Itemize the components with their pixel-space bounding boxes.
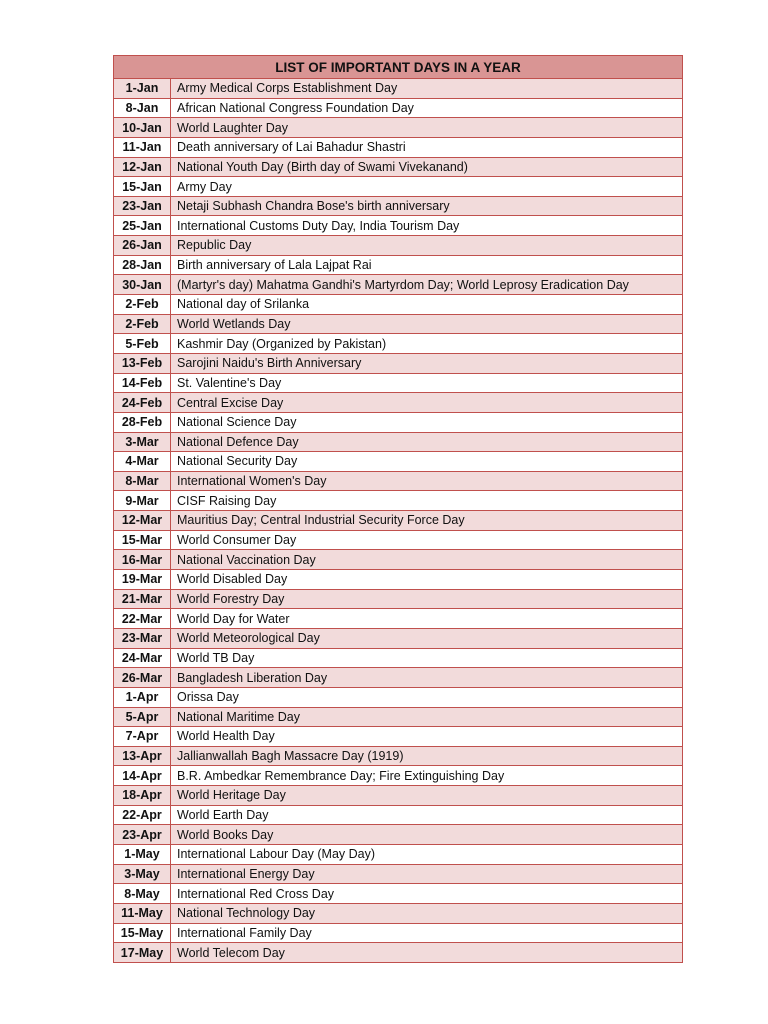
table-row bbox=[114, 687, 683, 707]
table-row bbox=[114, 864, 683, 884]
date-cell: 16-Mar bbox=[114, 550, 171, 570]
event-cell: Republic Day bbox=[171, 236, 683, 256]
event-cell: B.R. Ambedkar Remembrance Day; Fire Extinguishing Day bbox=[171, 766, 683, 786]
event-cell: Kashmir Day (Organized by Pakistan) bbox=[171, 334, 683, 354]
event-cell: National Technology Day bbox=[171, 903, 683, 923]
event-cell: Army Day bbox=[171, 177, 683, 197]
table-row bbox=[114, 314, 683, 334]
table-row bbox=[114, 707, 683, 727]
date-cell: 11-Jan bbox=[114, 137, 171, 157]
table-row bbox=[114, 825, 683, 845]
event-cell: International Family Day bbox=[171, 923, 683, 943]
date-cell: 28-Jan bbox=[114, 255, 171, 275]
event-cell: World TB Day bbox=[171, 648, 683, 668]
date-cell: 26-Jan bbox=[114, 236, 171, 256]
event-cell: National Defence Day bbox=[171, 432, 683, 452]
date-cell: 14-Apr bbox=[114, 766, 171, 786]
date-cell: 8-May bbox=[114, 884, 171, 904]
event-cell: St. Valentine's Day bbox=[171, 373, 683, 393]
date-cell: 26-Mar bbox=[114, 668, 171, 688]
table-row bbox=[114, 98, 683, 118]
date-cell: 18-Apr bbox=[114, 786, 171, 806]
event-cell: World Telecom Day bbox=[171, 943, 683, 963]
event-cell: National Security Day bbox=[171, 452, 683, 472]
event-cell: Death anniversary of Lai Bahadur Shastri bbox=[171, 137, 683, 157]
date-cell: 23-Mar bbox=[114, 628, 171, 648]
event-cell: International Women's Day bbox=[171, 471, 683, 491]
event-cell: International Labour Day (May Day) bbox=[171, 844, 683, 864]
table-row bbox=[114, 491, 683, 511]
date-cell: 7-Apr bbox=[114, 727, 171, 747]
date-cell: 15-Jan bbox=[114, 177, 171, 197]
date-cell: 22-Apr bbox=[114, 805, 171, 825]
event-cell: Orissa Day bbox=[171, 687, 683, 707]
table-row bbox=[114, 334, 683, 354]
date-cell: 15-May bbox=[114, 923, 171, 943]
event-cell: World Forestry Day bbox=[171, 589, 683, 609]
important-days-table bbox=[113, 55, 683, 963]
event-cell: National Vaccination Day bbox=[171, 550, 683, 570]
event-cell: Netaji Subhash Chandra Bose's birth anniversary bbox=[171, 196, 683, 216]
date-cell: 12-Jan bbox=[114, 157, 171, 177]
event-cell: World Wetlands Day bbox=[171, 314, 683, 334]
table-row bbox=[114, 648, 683, 668]
date-cell: 12-Mar bbox=[114, 511, 171, 531]
date-cell: 15-Mar bbox=[114, 530, 171, 550]
date-cell: 13-Feb bbox=[114, 353, 171, 373]
table-row bbox=[114, 275, 683, 295]
date-cell: 8-Jan bbox=[114, 98, 171, 118]
date-cell: 1-Jan bbox=[114, 79, 171, 99]
table-row bbox=[114, 412, 683, 432]
date-cell: 4-Mar bbox=[114, 452, 171, 472]
table-row bbox=[114, 373, 683, 393]
table-row bbox=[114, 216, 683, 236]
table-row bbox=[114, 118, 683, 138]
table-row bbox=[114, 196, 683, 216]
date-cell: 24-Mar bbox=[114, 648, 171, 668]
date-cell: 3-Mar bbox=[114, 432, 171, 452]
event-cell: CISF Raising Day bbox=[171, 491, 683, 511]
table-row bbox=[114, 79, 683, 99]
table-row bbox=[114, 177, 683, 197]
date-cell: 13-Apr bbox=[114, 746, 171, 766]
table-row bbox=[114, 766, 683, 786]
table-row bbox=[114, 589, 683, 609]
date-cell: 21-Mar bbox=[114, 589, 171, 609]
event-cell: World Consumer Day bbox=[171, 530, 683, 550]
table-body bbox=[114, 79, 683, 963]
date-cell: 28-Feb bbox=[114, 412, 171, 432]
table-row bbox=[114, 786, 683, 806]
event-cell: Central Excise Day bbox=[171, 393, 683, 413]
table-row bbox=[114, 884, 683, 904]
event-cell: World Health Day bbox=[171, 727, 683, 747]
event-cell: National Youth Day (Birth day of Swami Vivekanand) bbox=[171, 157, 683, 177]
event-cell: World Earth Day bbox=[171, 805, 683, 825]
table-row bbox=[114, 844, 683, 864]
date-cell: 1-Apr bbox=[114, 687, 171, 707]
date-cell: 24-Feb bbox=[114, 393, 171, 413]
table-row bbox=[114, 668, 683, 688]
date-cell: 5-Feb bbox=[114, 334, 171, 354]
table-row bbox=[114, 255, 683, 275]
event-cell: International Red Cross Day bbox=[171, 884, 683, 904]
date-cell: 5-Apr bbox=[114, 707, 171, 727]
event-cell: World Meteorological Day bbox=[171, 628, 683, 648]
event-cell: Mauritius Day; Central Industrial Security Force Day bbox=[171, 511, 683, 531]
table-row bbox=[114, 452, 683, 472]
table-row bbox=[114, 570, 683, 590]
table-header-row bbox=[114, 56, 683, 79]
date-cell: 30-Jan bbox=[114, 275, 171, 295]
event-cell: Birth anniversary of Lala Lajpat Rai bbox=[171, 255, 683, 275]
date-cell: 1-May bbox=[114, 844, 171, 864]
event-cell: International Customs Duty Day, India Tourism Day bbox=[171, 216, 683, 236]
table-row bbox=[114, 137, 683, 157]
event-cell: International Energy Day bbox=[171, 864, 683, 884]
table-row bbox=[114, 157, 683, 177]
table-row bbox=[114, 511, 683, 531]
date-cell: 10-Jan bbox=[114, 118, 171, 138]
date-cell: 3-May bbox=[114, 864, 171, 884]
table-row bbox=[114, 530, 683, 550]
date-cell: 11-May bbox=[114, 903, 171, 923]
event-cell: National Science Day bbox=[171, 412, 683, 432]
table-row bbox=[114, 550, 683, 570]
event-cell: Jallianwallah Bagh Massacre Day (1919) bbox=[171, 746, 683, 766]
table-row bbox=[114, 903, 683, 923]
event-cell: Sarojini Naidu's Birth Anniversary bbox=[171, 353, 683, 373]
table-row bbox=[114, 628, 683, 648]
table-row bbox=[114, 943, 683, 963]
date-cell: 23-Jan bbox=[114, 196, 171, 216]
table-row bbox=[114, 236, 683, 256]
event-cell: National day of Srilanka bbox=[171, 295, 683, 315]
date-cell: 25-Jan bbox=[114, 216, 171, 236]
table-row bbox=[114, 393, 683, 413]
date-cell: 23-Apr bbox=[114, 825, 171, 845]
event-cell: Army Medical Corps Establishment Day bbox=[171, 79, 683, 99]
event-cell: National Maritime Day bbox=[171, 707, 683, 727]
table-row bbox=[114, 923, 683, 943]
event-cell: Bangladesh Liberation Day bbox=[171, 668, 683, 688]
table-row bbox=[114, 432, 683, 452]
date-cell: 2-Feb bbox=[114, 295, 171, 315]
date-cell: 19-Mar bbox=[114, 570, 171, 590]
date-cell: 9-Mar bbox=[114, 491, 171, 511]
event-cell: World Disabled Day bbox=[171, 570, 683, 590]
date-cell: 22-Mar bbox=[114, 609, 171, 629]
event-cell: World Laughter Day bbox=[171, 118, 683, 138]
table-row bbox=[114, 727, 683, 747]
event-cell: World Day for Water bbox=[171, 609, 683, 629]
date-cell: 17-May bbox=[114, 943, 171, 963]
table-row bbox=[114, 609, 683, 629]
table-row bbox=[114, 746, 683, 766]
table-row bbox=[114, 471, 683, 491]
event-cell: African National Congress Foundation Day bbox=[171, 98, 683, 118]
event-cell: (Martyr's day) Mahatma Gandhi's Martyrdom Day; World Leprosy Eradication Day bbox=[171, 275, 683, 295]
event-cell: World Books Day bbox=[171, 825, 683, 845]
date-cell: 14-Feb bbox=[114, 373, 171, 393]
table-title: LIST OF IMPORTANT DAYS IN A YEAR bbox=[114, 56, 683, 79]
table-row bbox=[114, 805, 683, 825]
date-cell: 2-Feb bbox=[114, 314, 171, 334]
date-cell: 8-Mar bbox=[114, 471, 171, 491]
table-row bbox=[114, 295, 683, 315]
table-row bbox=[114, 353, 683, 373]
event-cell: World Heritage Day bbox=[171, 786, 683, 806]
